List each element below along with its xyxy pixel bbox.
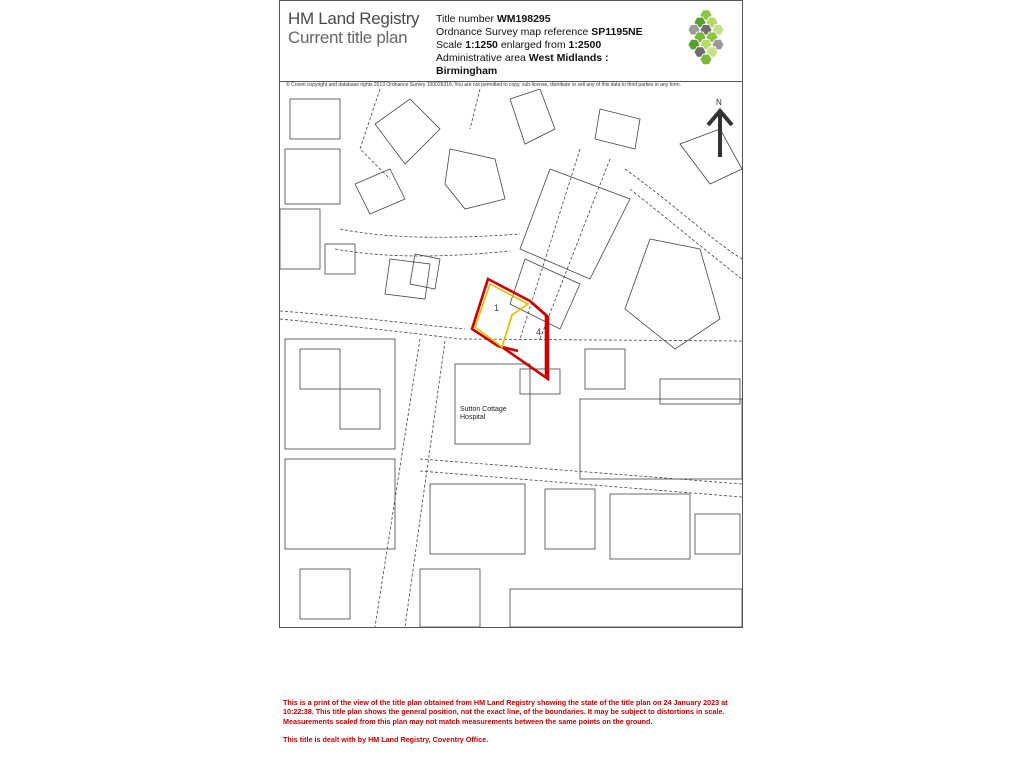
notice-office: This title is dealt with by HM Land Registry, Coventry Office. [283,735,489,745]
os-ref-row: Ordnance Survey map reference SP1195NE [436,26,643,38]
notice-paragraph: This is a print of the view of the title plan obtained from HM Land Registry showing the state of the title plan on 24 January 2023 at 10:22:38. This title plan shows the general position, not the exact line, of the boundaries. It may be subject to distortions in scale. Measurements scaled from this plan may not match measurements between the same points on the ground. [283,698,728,726]
admin-row-2 [436,65,643,78]
parcel-4-label: 4 [536,327,542,337]
brand-subtitle: Current title plan [288,28,408,47]
os-ref: SP1195NE [591,26,643,38]
brand-block [288,9,419,47]
logo-hexagon [700,54,712,64]
plan-metadata [436,13,643,78]
admin-row: Administrative area West Midlands : [436,52,609,64]
plan-header [280,1,742,82]
title-plan-sheet [279,0,743,628]
scale-from: 1:2500 [568,39,602,51]
title-plan-notice [283,698,743,754]
title-plan-map [280,89,742,627]
hexagon-cluster-logo-icon [678,9,734,65]
parcel-1-label: 1 [494,303,500,313]
scale-value: 1:1250 [465,39,498,51]
hospital-label: Sutton Cottage [460,406,507,413]
copyright-notice: © Crown copyright and database rights 2013 Ordnance Survey 100026316. You are not permitted to copy, sub-license, distribute or sell any of this data to third parties in any form. [286,82,681,88]
title-number: WM198295 [496,13,551,25]
north-arrow-icon [708,98,732,157]
title-number-row: Title number WM198295 [436,13,551,25]
north-label: N [716,98,722,107]
map-canvas [280,89,742,627]
brand-title: HM Land Registry [288,9,420,28]
scale-row: Scale 1:1250 enlarged from 1:2500 [436,39,602,51]
admin-value: West Midlands : [528,52,609,64]
hospital-label-2: Hospital [460,414,486,421]
admin-value-2: Birmingham [436,65,498,77]
